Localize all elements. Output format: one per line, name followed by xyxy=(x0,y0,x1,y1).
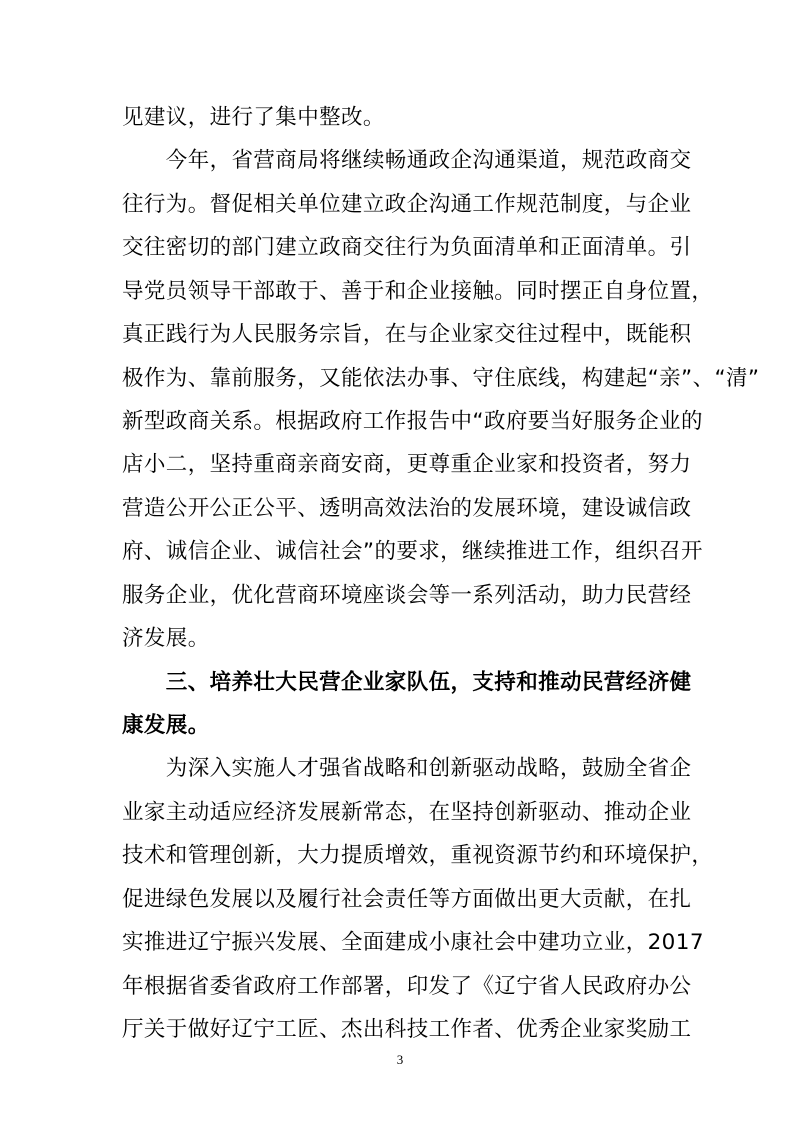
section-heading-line: 康发展。 xyxy=(122,713,210,738)
body-text-line: 往行为。督促相关单位建立政企沟通工作规范制度，与企业 xyxy=(122,192,692,217)
body-text-line: 业家主动适应经济发展新常态，在坚持创新驱动、推动企业 xyxy=(122,800,692,825)
body-text-line: 厅关于做好辽宁工匠、杰出科技工作者、优秀企业家奖励工 xyxy=(122,1017,692,1042)
page-number: 3 xyxy=(396,1052,404,1067)
body-text-line: 见建议，进行了集中整改。 xyxy=(122,105,385,130)
body-text-line: 今年，省营商局将继续畅通政企沟通渠道，规范政商交 xyxy=(122,148,692,173)
body-text-line: 导党员领导干部敢于、善于和企业接触。同时摆正自身位置， xyxy=(122,279,714,304)
body-text-line: 店小二，坚持重商亲商安商，更尊重企业家和投资者，努力 xyxy=(122,452,692,477)
body-text-line: 府、诚信企业、诚信社会”的要求，继续推进工作，组织召开 xyxy=(122,539,703,564)
body-text-line: 新型政商关系。根据政府工作报告中“政府要当好服务企业的 xyxy=(122,409,703,434)
body-text-line: 济发展。 xyxy=(122,626,210,651)
body-text-line: 促进绿色发展以及履行社会责任等方面做出更大贡献，在扎 xyxy=(122,887,692,912)
body-text-line: 服务企业，优化营商环境座谈会等一系列活动，助力民营经 xyxy=(122,583,692,608)
body-text-line: 极作为、靠前服务，又能依法办事、守住底线，构建起“亲”、“清” xyxy=(122,366,760,391)
body-text-line: 交往密切的部门建立政商交往行为负面清单和正面清单。引 xyxy=(122,235,692,260)
body-text-line: 技术和管理创新，大力提质增效，重视资源节约和环境保护， xyxy=(122,843,714,868)
body-text-line: 为深入实施人才强省战略和创新驱动战略，鼓励全省企 xyxy=(122,756,692,781)
body-text-line: 真正践行为人民服务宗旨，在与企业家交往过程中，既能积 xyxy=(122,322,692,347)
body-text-line: 实推进辽宁振兴发展、全面建成小康社会中建功立业，2017 xyxy=(122,930,704,955)
body-text-line: 年根据省委省政府工作部署，印发了《辽宁省人民政府办公 xyxy=(122,974,692,999)
body-text-line: 营造公开公正公平、透明高效法治的发展环境，建设诚信政 xyxy=(122,496,692,521)
section-heading-line: 三、培养壮大民营企业家队伍，支持和推动民营经济健 xyxy=(122,670,692,695)
